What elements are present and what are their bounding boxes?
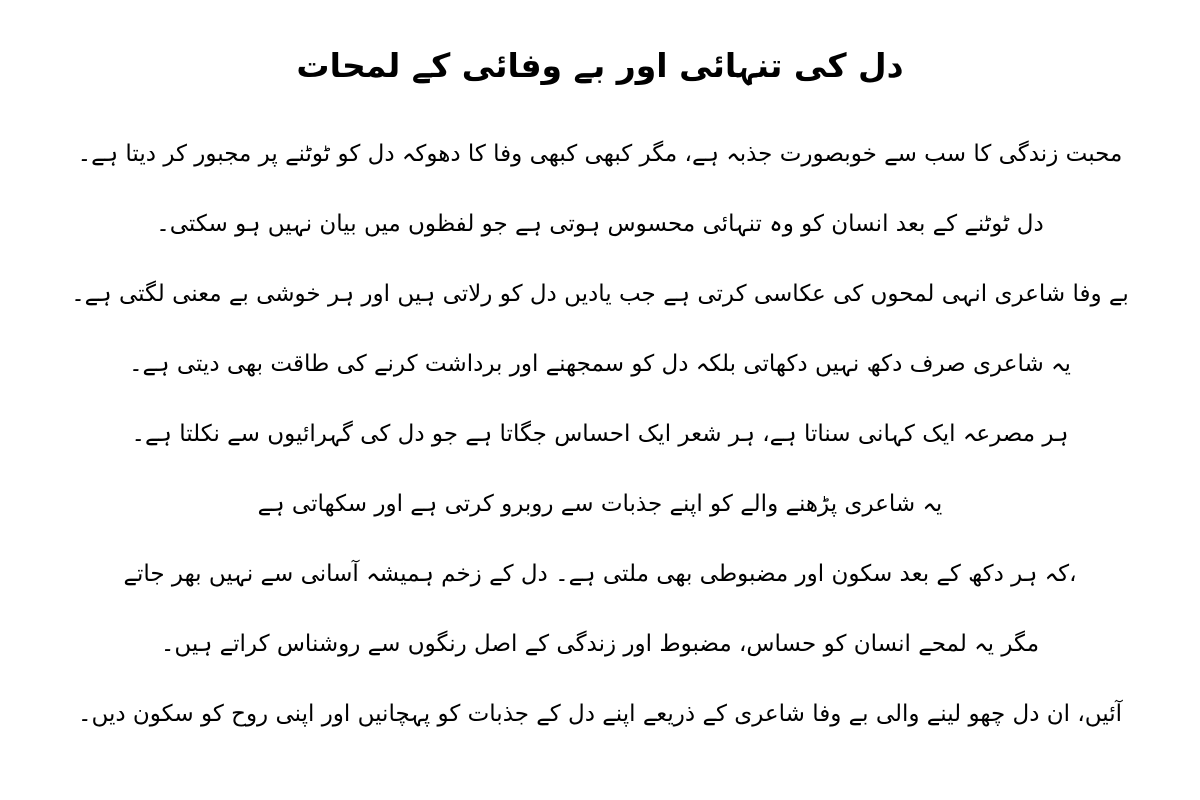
body-line-1: محبت زندگی کا سب سے خوبصورت جذبہ ہے، مگر کبھی کبھی وفا کا دھوکہ دل کو ٹوٹنے پر مجبور کر دیتا ہے۔ <box>77 140 1123 167</box>
body-line-6: یہ شاعری پڑھنے والے کو اپنے جذبات سے روبرو کرتی ہے اور سکھاتی ہے <box>257 490 943 517</box>
body-line-7: ،کہ ہر دکھ کے بعد سکون اور مضبوطی بھی ملتی ہے۔ دل کے زخم ہمیشہ آسانی سے نہیں بھر جاتے <box>123 560 1077 587</box>
body-line-5: ہر مصرعہ ایک کہانی سناتا ہے، ہر شعر ایک احساس جگاتا ہے جو دل کی گہرائیوں سے نکلتا ہے۔ <box>131 420 1069 447</box>
document-body <box>40 119 1160 749</box>
body-line-9: آئیں، ان دل چھو لینے والی بے وفا شاعری کے ذریعے اپنے دل کے جذبات کو پہچانیں اور اپنی روح کو سکون دیں۔ <box>77 700 1123 727</box>
document-title: دل کی تنہائی اور بے وفائی کے لمحات <box>296 46 904 85</box>
body-line-2: دل ٹوٹنے کے بعد انسان کو وہ تنہائی محسوس ہوتی ہے جو لفظوں میں بیان نہیں ہو سکتی۔ <box>156 210 1044 237</box>
body-line-4: یہ شاعری صرف دکھ نہیں دکھاتی بلکہ دل کو سمجھنے اور برداشت کرنے کی طاقت بھی دیتی ہے۔ <box>129 350 1071 377</box>
body-line-8: مگر یہ لمحے انسان کو حساس، مضبوط اور زندگی کے اصل رنگوں سے روشناس کراتے ہیں۔ <box>160 630 1040 657</box>
body-line-3: بے وفا شاعری انہی لمحوں کی عکاسی کرتی ہے جب یادیں دل کو رلاتی ہیں اور ہر خوشی بے معنی لگتی ہے۔ <box>71 280 1129 307</box>
